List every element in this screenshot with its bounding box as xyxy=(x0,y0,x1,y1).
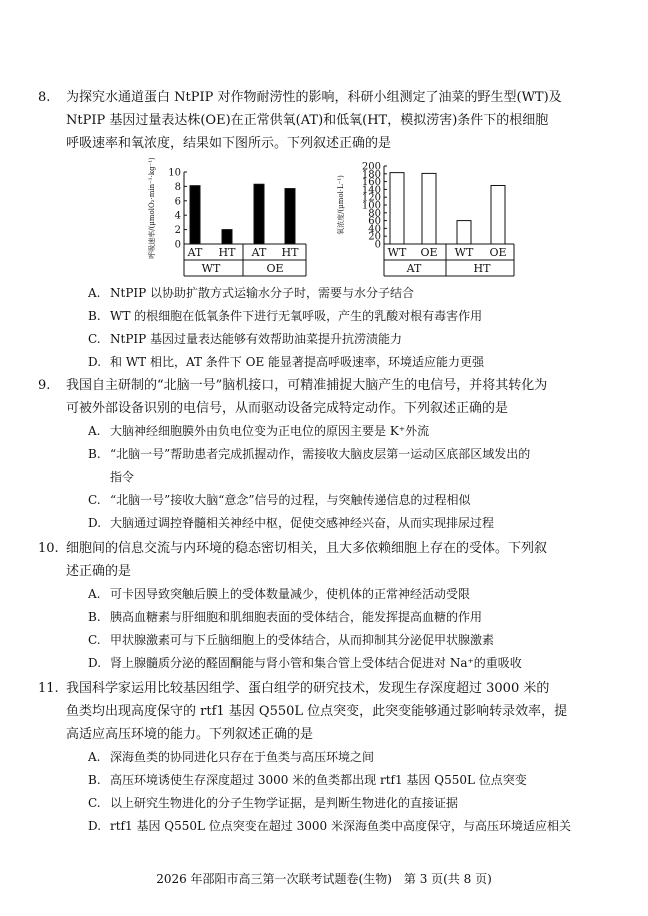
option-c xyxy=(88,631,494,648)
y-tick-label: 100 xyxy=(361,200,381,212)
x-category-label: OE xyxy=(420,246,438,259)
x-group-label: OE xyxy=(266,262,284,275)
question-10 xyxy=(38,537,586,583)
y-tick-label: 140 xyxy=(361,184,381,196)
page-footer: 2026 年邵阳市高三第一次联考试题卷(生物) 第 3 页(共 8 页) xyxy=(156,872,492,886)
option-a xyxy=(88,748,374,765)
option-c xyxy=(88,794,458,811)
y-tick-label: 10 xyxy=(168,167,181,179)
y-tick-label: 60 xyxy=(368,216,381,228)
y-tick-label: 0 xyxy=(174,239,181,251)
bar xyxy=(390,173,404,244)
option-d xyxy=(88,654,522,671)
option-b xyxy=(88,307,482,324)
option-text: 大脑通过调控脊髓相关神经中枢，促使交感神经兴奋，从而实现排尿过程 xyxy=(110,516,495,530)
oxygen-concentration-chart xyxy=(336,162,514,277)
option-key: A. xyxy=(88,424,101,438)
y-tick-label: 2 xyxy=(174,225,181,237)
question-number: 9. xyxy=(38,378,51,393)
y-tick-label: 8 xyxy=(174,181,181,193)
x-group-label: WT xyxy=(201,262,221,275)
y-tick-label: 40 xyxy=(368,223,381,235)
y-tick-label: 4 xyxy=(174,210,181,222)
y-tick-label: 160 xyxy=(361,177,381,189)
question-stem-line: 可被外部设备识别的电信号，从而驱动设备完成特定动作。下列叙述正确的是 xyxy=(66,401,509,416)
option-key: C. xyxy=(88,796,101,810)
option-key: D. xyxy=(88,355,102,369)
option-d xyxy=(88,353,484,370)
y-axis-label: 氧浓度/(μmol·L⁻¹) xyxy=(337,175,345,235)
respiration-rate-chart xyxy=(148,158,306,276)
option-key: C. xyxy=(88,493,101,507)
x-category-label: AT xyxy=(251,246,267,259)
option-text: rtf1 基因 Q550L 位点突变在超过 3000 米深海鱼类中高度保守，与高压环境适应相关 xyxy=(110,819,571,833)
option-key: D. xyxy=(88,656,102,670)
option-text: “北脑一号”帮助患者完成抓握动作，需接收大脑皮层第一运动区底部区域发出的 xyxy=(110,447,531,461)
y-tick-label: 200 xyxy=(361,161,381,173)
question-stem-line: 为探究水通道蛋白 NtPIP 对作物耐涝性的影响，科研小组测定了油菜的野生型(WT)及 xyxy=(66,90,562,105)
option-key: B. xyxy=(88,610,101,624)
bar xyxy=(190,186,200,244)
question-stem-line: 呼吸速率和氧浓度，结果如下图所示。下列叙述正确的是 xyxy=(66,136,392,151)
option-key: D. xyxy=(88,819,102,833)
question-number: 11. xyxy=(38,681,59,696)
option-b-continuation: 指令 xyxy=(110,470,135,484)
y-tick-label: 20 xyxy=(368,231,381,243)
option-text: 甲状腺激素可与下丘脑细胞上的受体结合，从而抑制其分泌促甲状腺激素 xyxy=(110,633,495,647)
bar xyxy=(422,173,436,244)
option-key: A. xyxy=(88,286,101,300)
x-category-label: WT xyxy=(387,246,407,259)
option-d xyxy=(88,514,494,531)
x-category-label: OE xyxy=(489,246,507,259)
option-b xyxy=(88,771,527,788)
charts-svg xyxy=(148,158,528,278)
question-9 xyxy=(38,374,586,420)
bar xyxy=(491,186,505,245)
option-key: C. xyxy=(88,332,101,346)
option-text: 高压环境诱使生存深度超过 3000 米的鱼类都出现 rtf1 基因 Q550L 位点突变 xyxy=(110,773,527,787)
question-stem-line: 鱼类均出现高度保守的 rtf1 基因 Q550L 位点突变，此突变能够通过影响转录效率，提 xyxy=(66,704,568,719)
option-key: B. xyxy=(88,447,101,461)
option-text: NtPIP 基因过量表达能够有效帮助油菜提升抗涝渍能力 xyxy=(110,332,403,346)
option-text: NtPIP 以协助扩散方式运输水分子时，需要与水分子结合 xyxy=(110,286,415,300)
option-text: 大脑神经细胞膜外由负电位变为正电位的原因主要是 K⁺外流 xyxy=(110,424,430,438)
option-text: 可卡因导致突触后膜上的受体数量减少，使机体的正常神经活动受限 xyxy=(110,587,471,601)
chart-area xyxy=(148,158,528,278)
option-text: 胰高血糖素与肝细胞和肌细胞表面的受体结合，能发挥提高血糖的作用 xyxy=(110,610,483,624)
x-category-label: AT xyxy=(187,246,203,259)
x-category-label: HT xyxy=(281,246,299,259)
y-tick-label: 0 xyxy=(374,239,381,251)
x-category-label: WT xyxy=(454,246,474,259)
option-text: WT 的根细胞在低氧条件下进行无氧呼吸，产生的乳酸对根有毒害作用 xyxy=(110,309,483,323)
question-stem-line: 细胞间的信息交流与内环境的稳态密切相关，且大多依赖细胞上存在的受体。下列叙 xyxy=(66,541,548,556)
y-axis-label: 呼吸速率/(μmolO₂·min⁻¹·kg⁻¹) xyxy=(148,158,156,259)
y-tick-label: 80 xyxy=(368,208,381,220)
question-stem-line: 高适应高压环境的能力。下列叙述正确的是 xyxy=(66,727,314,742)
option-a xyxy=(88,422,429,439)
question-number: 10. xyxy=(38,541,59,556)
option-text: “北脑一号”接收大脑“意念”信号的过程，与突触传递信息的过程相似 xyxy=(110,493,471,507)
option-key: D. xyxy=(88,516,102,530)
y-tick-label: 6 xyxy=(174,196,181,208)
option-b xyxy=(88,445,530,462)
option-c xyxy=(88,330,402,347)
option-key: B. xyxy=(88,773,101,787)
option-text: 肾上腺髓质分泌的醛固酮能与肾小管和集合管上受体结合促进对 Na⁺的重吸收 xyxy=(110,656,522,670)
option-a xyxy=(88,284,414,301)
option-text: 深海鱼类的协同进化只存在于鱼类与高压环境之间 xyxy=(110,750,375,764)
x-category-label: HT xyxy=(218,246,236,259)
bar xyxy=(457,221,471,244)
option-text: 和 WT 相比，AT 条件下 OE 能显著提高呼吸速率，环境适应能力更强 xyxy=(110,355,485,369)
bar xyxy=(254,184,264,244)
question-stem-line: 述正确的是 xyxy=(66,564,132,579)
y-tick-label: 180 xyxy=(361,169,381,181)
question-number: 8. xyxy=(38,90,51,105)
option-a xyxy=(88,585,470,602)
question-stem-line: 我国科学家运用比较基因组学、蛋白组学的研究技术，发现生存深度超过 3000 米的 xyxy=(66,681,550,696)
option-text: 以上研究生物进化的分子生物学证据，是判断生物进化的直接证据 xyxy=(110,796,459,810)
option-key: C. xyxy=(88,633,101,647)
option-d xyxy=(88,817,571,834)
question-8 xyxy=(38,86,586,155)
option-b xyxy=(88,608,482,625)
question-11 xyxy=(38,677,586,746)
question-stem-line: 我国自主研制的“北脑一号”脑机接口，可精准捕捉大脑产生的电信号，并将其转化为 xyxy=(66,378,548,393)
bar xyxy=(222,230,232,244)
option-c xyxy=(88,491,471,508)
bar xyxy=(285,189,295,244)
option-key: A. xyxy=(88,750,101,764)
x-group-label: HT xyxy=(473,262,491,275)
option-key: A. xyxy=(88,587,101,601)
question-stem-line: NtPIP 基因过量表达株(OE)在正常供氧(AT)和低氧(HT，模拟涝害)条件下的根细胞 xyxy=(66,113,549,128)
x-group-label: AT xyxy=(406,262,422,275)
y-tick-label: 120 xyxy=(361,192,381,204)
option-key: B. xyxy=(88,309,101,323)
